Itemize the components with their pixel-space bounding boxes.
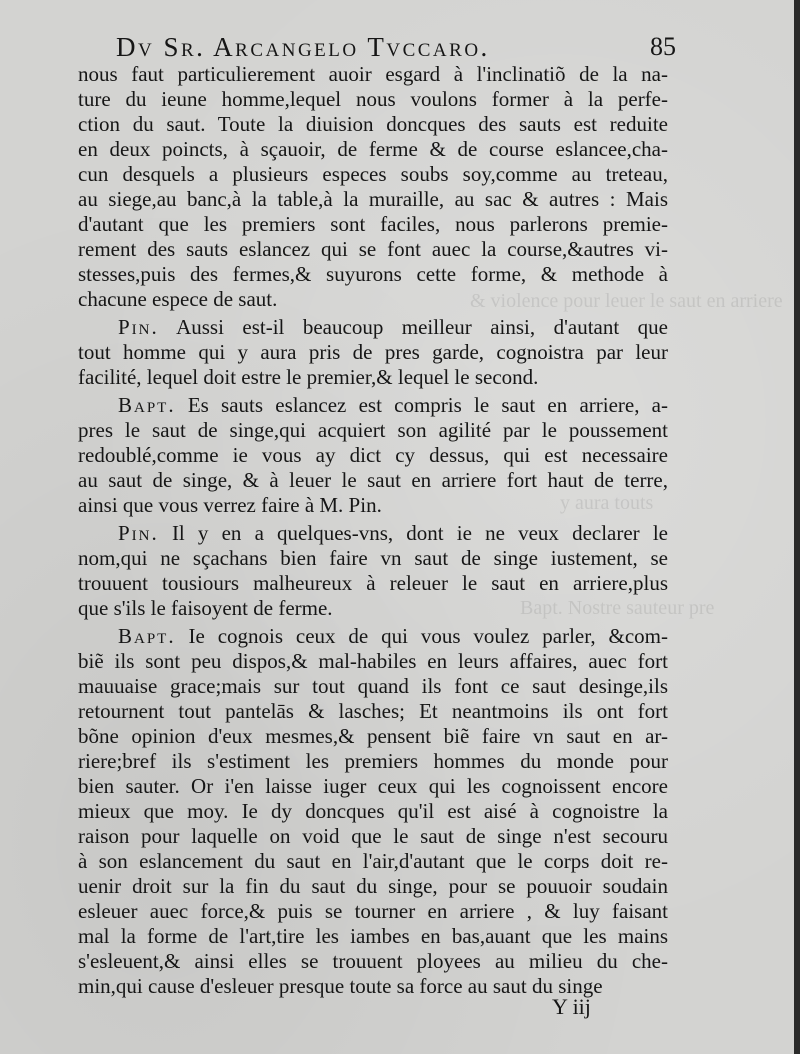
line-text: bõne opinion d'eux mesmes,& pensent biẽ faire vn saut en ar- (78, 724, 668, 748)
text-line (78, 393, 668, 418)
text-line (78, 237, 668, 262)
line-text: Ie cognois ceux de qui vous voulez parler, &com- (188, 624, 668, 648)
line-text: nom,qui ne sçachans bien faire vn saut de singe iustement, se (78, 546, 668, 570)
text-line (78, 262, 668, 287)
line-text: min,qui cause d'esleuer presque toute sa force au saut du singe (78, 974, 603, 998)
line-text: tout homme qui y aura pris de pres garde, cognoistra par leur (78, 340, 668, 364)
text-line (78, 365, 668, 390)
line-text: que s'ils le faisoyent de ferme. (78, 596, 333, 620)
line-text: s'esleuent,& ainsi elles se trouuent ployees au milieu du che- (78, 949, 668, 973)
line-text: cun desquels a plusieurs especes soubs soy,comme au treteau, (78, 162, 668, 186)
line-text: au siege,au banc,à la table,à la muraille, au sac & autres : Mais (78, 187, 668, 211)
line-text: nous faut particulierement auoir esgard à l'inclinatiõ de la na- (78, 62, 668, 86)
text-line (78, 212, 668, 237)
signature-mark: Y iij (552, 994, 591, 1019)
show-through-text: y aura touts (560, 492, 654, 514)
text-line (78, 924, 668, 949)
text-line (78, 749, 668, 774)
line-text: redoublé,comme ie vous ay dict cy dessus, qui est necessaire (78, 443, 668, 467)
text-line (78, 493, 668, 518)
text-line (78, 62, 668, 87)
show-through-text: & violence pour leuer le saut en arriere (470, 290, 783, 312)
page-edge-shadow (794, 0, 800, 1054)
text-line (78, 674, 668, 699)
text-line (78, 799, 668, 824)
line-text: pres le saut de singe,qui acquiert son agilité par le poussement (78, 418, 668, 442)
text-line (78, 546, 668, 571)
text-line (78, 774, 668, 799)
text-line (78, 949, 668, 974)
text-line (78, 724, 668, 749)
text-line (78, 649, 668, 674)
text-line (78, 824, 668, 849)
line-text: esleuer auec force,& puis se tourner en arriere , & luy faisant (78, 899, 668, 923)
text-line (78, 112, 668, 137)
line-text: mieux que moy. Ie dy doncques qu'il est aisé à cognoistre la (78, 799, 668, 823)
line-text: raison pour laquelle on void que le saut de singe n'est secouru (78, 824, 668, 848)
show-through-text: Bapt. Nostre sauteur pre (520, 597, 715, 619)
text-line (78, 571, 668, 596)
text-line (78, 468, 668, 493)
line-text: biẽ ils sont peu dispos,& mal-habiles en leurs affaires, auec fort (78, 649, 668, 673)
text-line (78, 624, 668, 649)
line-text: ture du ieune homme,lequel nous voulons former à la perfe- (78, 87, 668, 111)
speaker-name: Pin. (118, 521, 159, 545)
text-line (78, 187, 668, 212)
line-text: mauuaise grace;mais sur tout quand ils font ce saut desinge,ils (78, 674, 668, 698)
line-text: au saut de singe, & à leuer le saut en arriere fort haut de terre, (78, 468, 668, 492)
text-line (78, 443, 668, 468)
page-number: 85 (650, 32, 676, 61)
line-text: bien sauter. Or i'en laisse iuger ceux qui les cognoissent encore (78, 774, 668, 798)
text-line (78, 162, 668, 187)
text-line (78, 596, 668, 621)
line-text: ction du saut. Toute la diuision doncques des sauts est reduite (78, 112, 668, 136)
text-line (78, 137, 668, 162)
text-line (78, 87, 668, 112)
text-line (78, 315, 668, 340)
line-text: ainsi que vous verrez faire à M. Pin. (78, 493, 382, 517)
speaker-name: Bapt. (118, 624, 176, 648)
text-line (78, 340, 668, 365)
text-line (78, 699, 668, 724)
line-text: stesses,puis des fermes,& suyurons cette forme, & methode à (78, 262, 668, 286)
line-text: facilité, lequel doit estre le premier,& lequel le second. (78, 365, 539, 389)
speaker-name: Pin. (118, 315, 159, 339)
line-text: à son eslancement du saut en l'air,d'autant que le corps doit re- (78, 849, 668, 873)
line-text: en deux poincts, à sçauoir, de ferme & de course eslancee,cha- (78, 137, 668, 161)
text-line (78, 287, 668, 312)
line-text: retournent tout pantelās & lasches; Et neantmoins ils ont fort (78, 699, 668, 723)
line-text: uenir droit sur la fin du saut du singe, pour se pouuoir soudain (78, 874, 668, 898)
line-text: Aussi est-il beaucoup meilleur ainsi, d'autant que (176, 315, 668, 339)
text-line (78, 899, 668, 924)
text-line (78, 521, 668, 546)
line-text: d'autant que les premiers sont faciles, nous parlerons premie- (78, 212, 668, 236)
text-line (78, 849, 668, 874)
text-line (78, 874, 668, 899)
running-title: Dv Sr. Arcangelo Tvccaro. (116, 32, 490, 62)
speaker-name: Bapt. (118, 393, 176, 417)
line-text: trouuent tousiours malheureux à releuer le saut en arriere,plus (78, 571, 668, 595)
line-text: mal la forme de l'art,tire les iambes en bas,auant que les mains (78, 924, 668, 948)
line-text: Es sauts eslancez est compris le saut en arriere, a- (187, 393, 668, 417)
line-text: chacune espece de saut. (78, 287, 278, 311)
line-text: riere;bref ils s'estiment les premiers hommes du monde pour (78, 749, 668, 773)
line-text: Il y en a quelques-vns, dont ie ne veux declarer le (171, 521, 668, 545)
body-text (78, 62, 668, 999)
line-text: rement des sauts eslancez qui se font auec la course,&autres vi- (78, 237, 668, 261)
text-line (78, 418, 668, 443)
